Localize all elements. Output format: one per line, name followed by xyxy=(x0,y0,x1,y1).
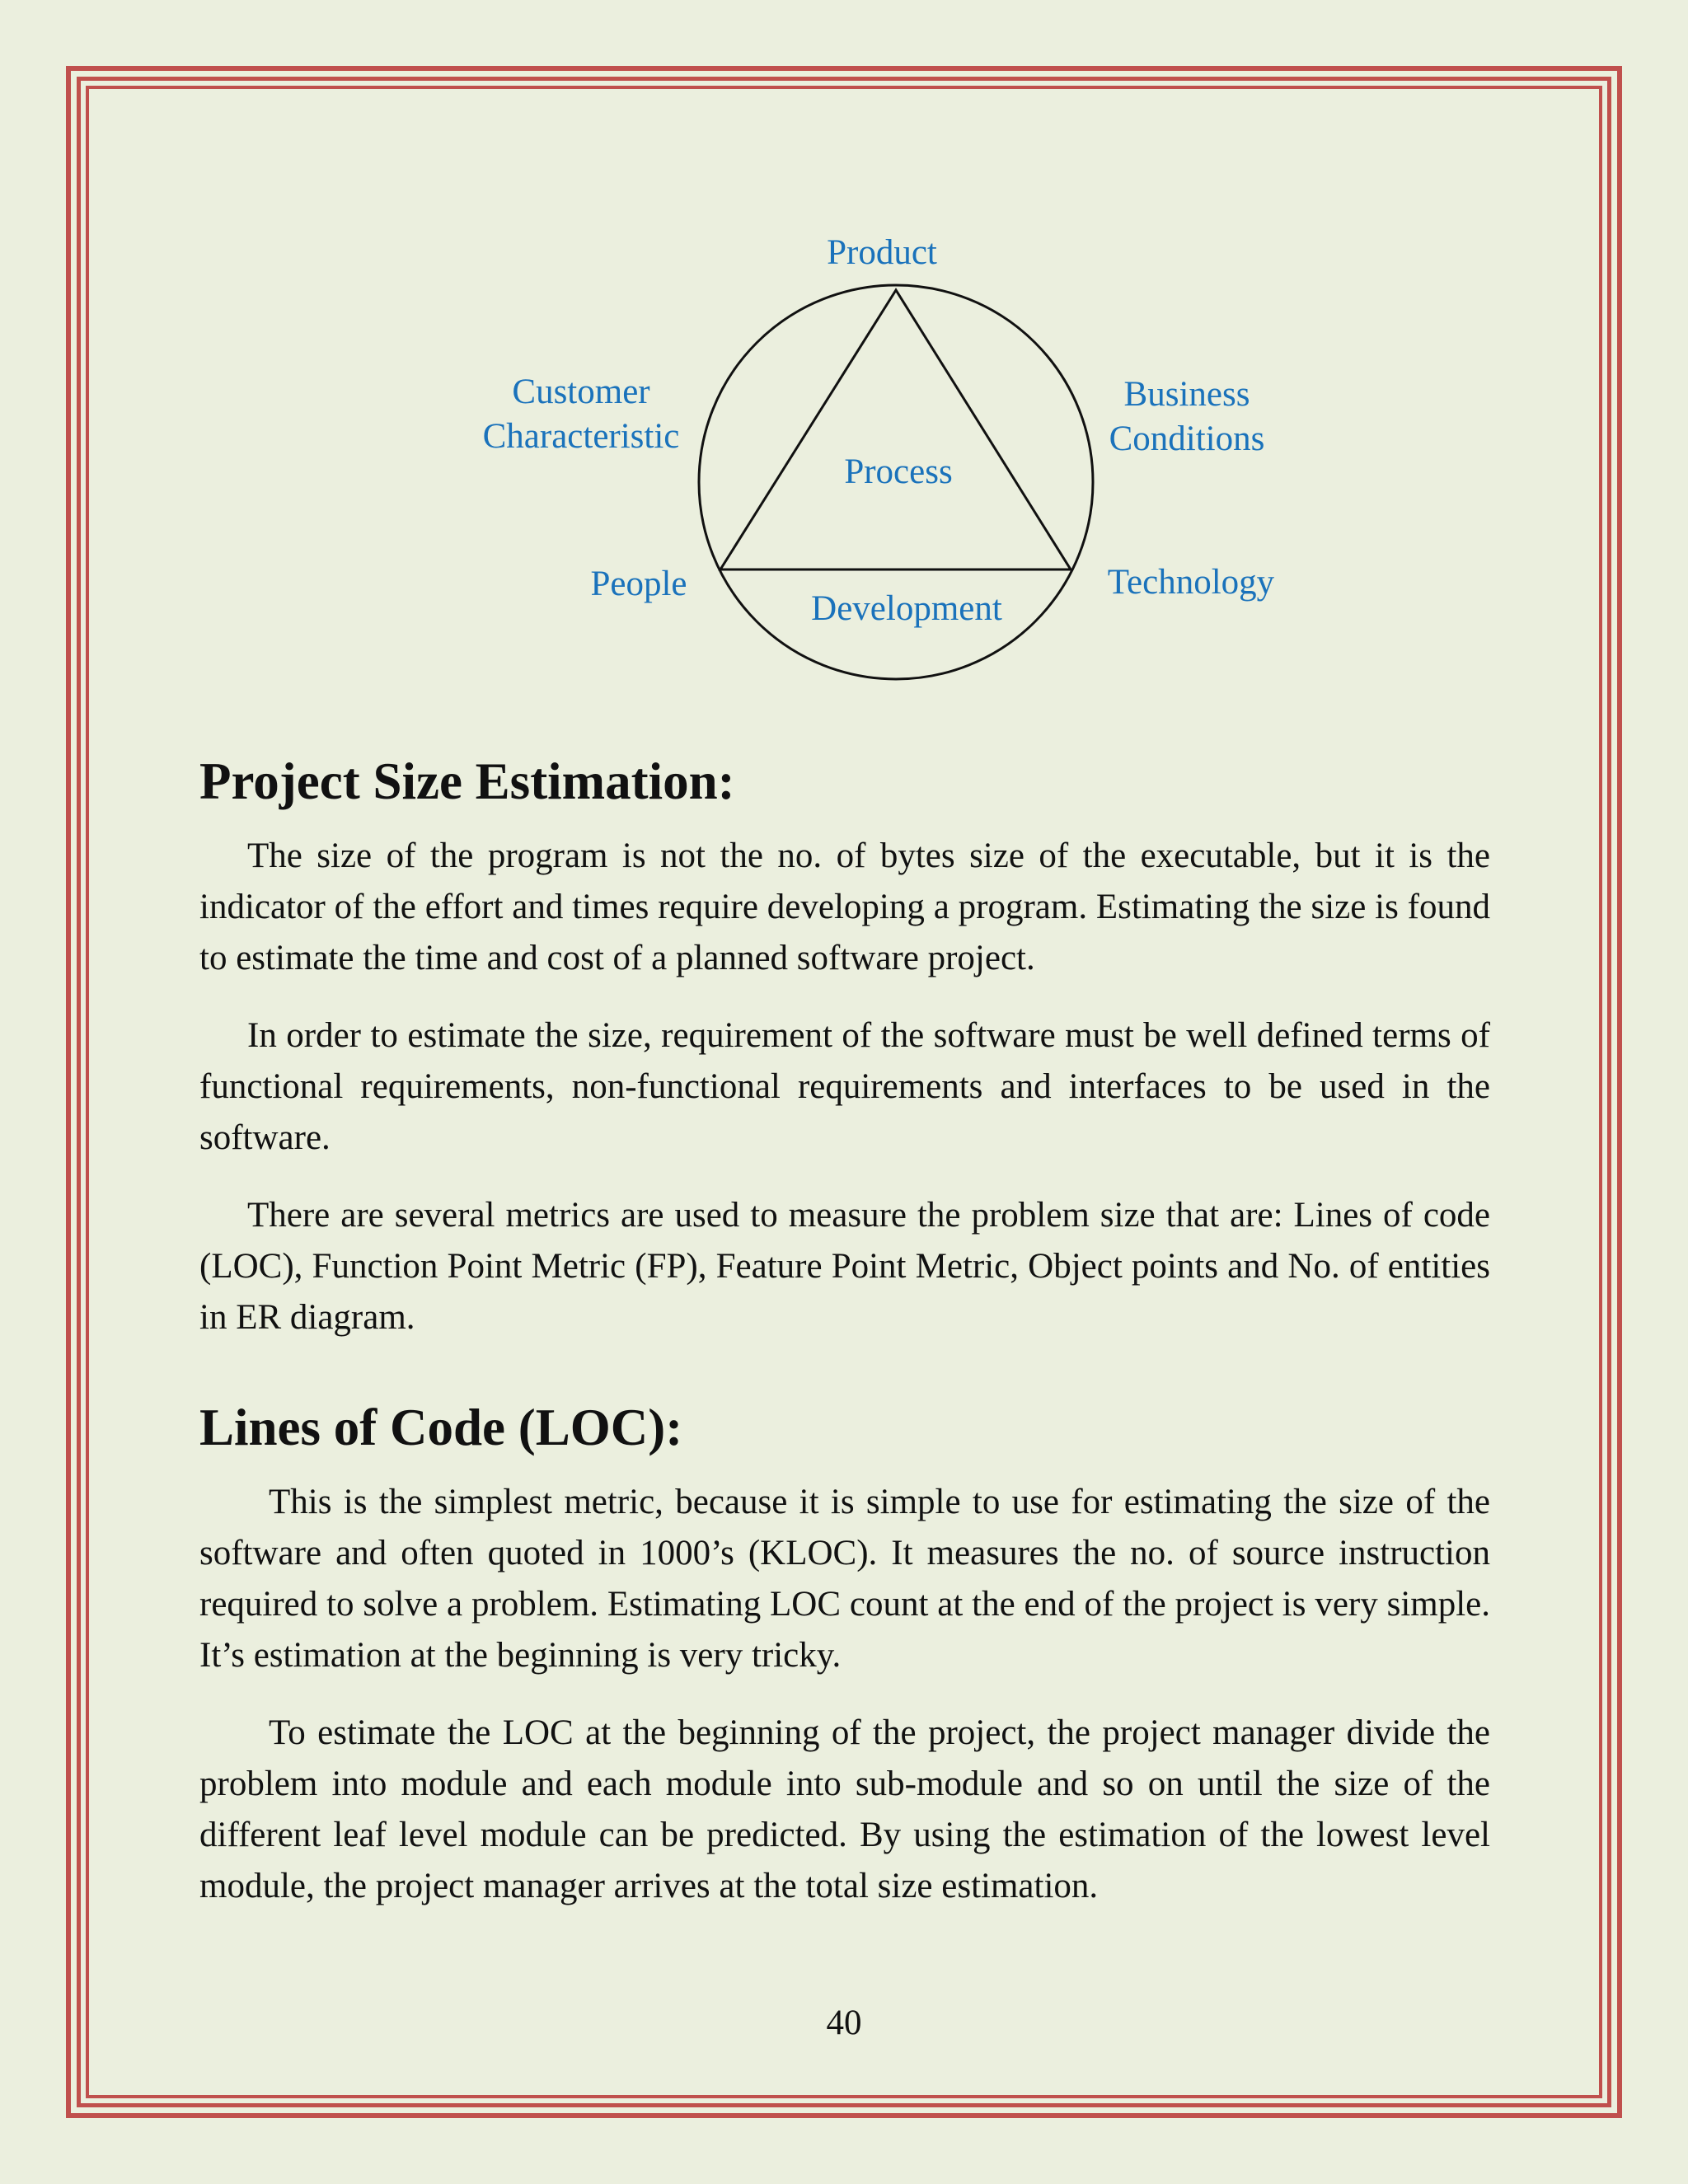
label-business-conditions xyxy=(1088,373,1286,462)
paragraph: To estimate the LOC at the beginning of the project, the project manager divide the problem into module and each module into sub-module and so on until the size of the different leaf level module can be predicted. By using the estimation of the lowest level module, the project manager arrives at the total size estimation. xyxy=(199,1713,1490,1905)
paragraph: The size of the program is not the no. of bytes size of the executable, but it is the indicator of the effort and times require developing a program. Estimating the size is found to estimate the time and cost of a planned software project. xyxy=(199,837,1490,977)
label-technology: Technology xyxy=(1107,563,1275,602)
label-customer-characteristic xyxy=(462,370,701,459)
section-heading: Project Size Estimation: xyxy=(199,752,735,810)
label-people: People xyxy=(590,565,687,603)
paragraph: In order to estimate the size, requirement of the software must be well defined terms of functional requirements, non-functional requirements and interfaces to be used in the software. xyxy=(199,1016,1490,1157)
label-customer-line1: Customer xyxy=(512,373,650,411)
page-number: 40 xyxy=(826,2004,862,2042)
label-development: Development xyxy=(811,589,1002,628)
label-business-line2: Conditions xyxy=(1109,419,1265,458)
paragraph: There are several metrics are used to measure the problem size that are: Lines of code (LOC), Function Point Metric (FP), Feature Point Metric, Object points and No. of entities in ER diagram. xyxy=(199,1196,1490,1337)
paragraph: This is the simplest metric, because it is simple to use for estimating the size of the software and often quoted in 1000’s (KLOC). It measures the no. of source instruction required to solve a problem. Estimating LOC count at the end of the project is very simple. It’s estimation at the beginning is very tricky. xyxy=(199,1483,1490,1675)
label-process: Process xyxy=(844,452,953,491)
label-product: Product xyxy=(827,233,937,272)
section-heading: Lines of Code (LOC): xyxy=(199,1399,683,1456)
section-lines-of-code xyxy=(199,1394,1490,1912)
label-customer-line2: Characteristic xyxy=(482,417,680,456)
management-spectrum-diagram xyxy=(0,0,1688,725)
section-project-size-estimation xyxy=(199,748,1490,1343)
diagram-triangle xyxy=(720,290,1071,569)
label-business-line1: Business xyxy=(1123,375,1250,414)
